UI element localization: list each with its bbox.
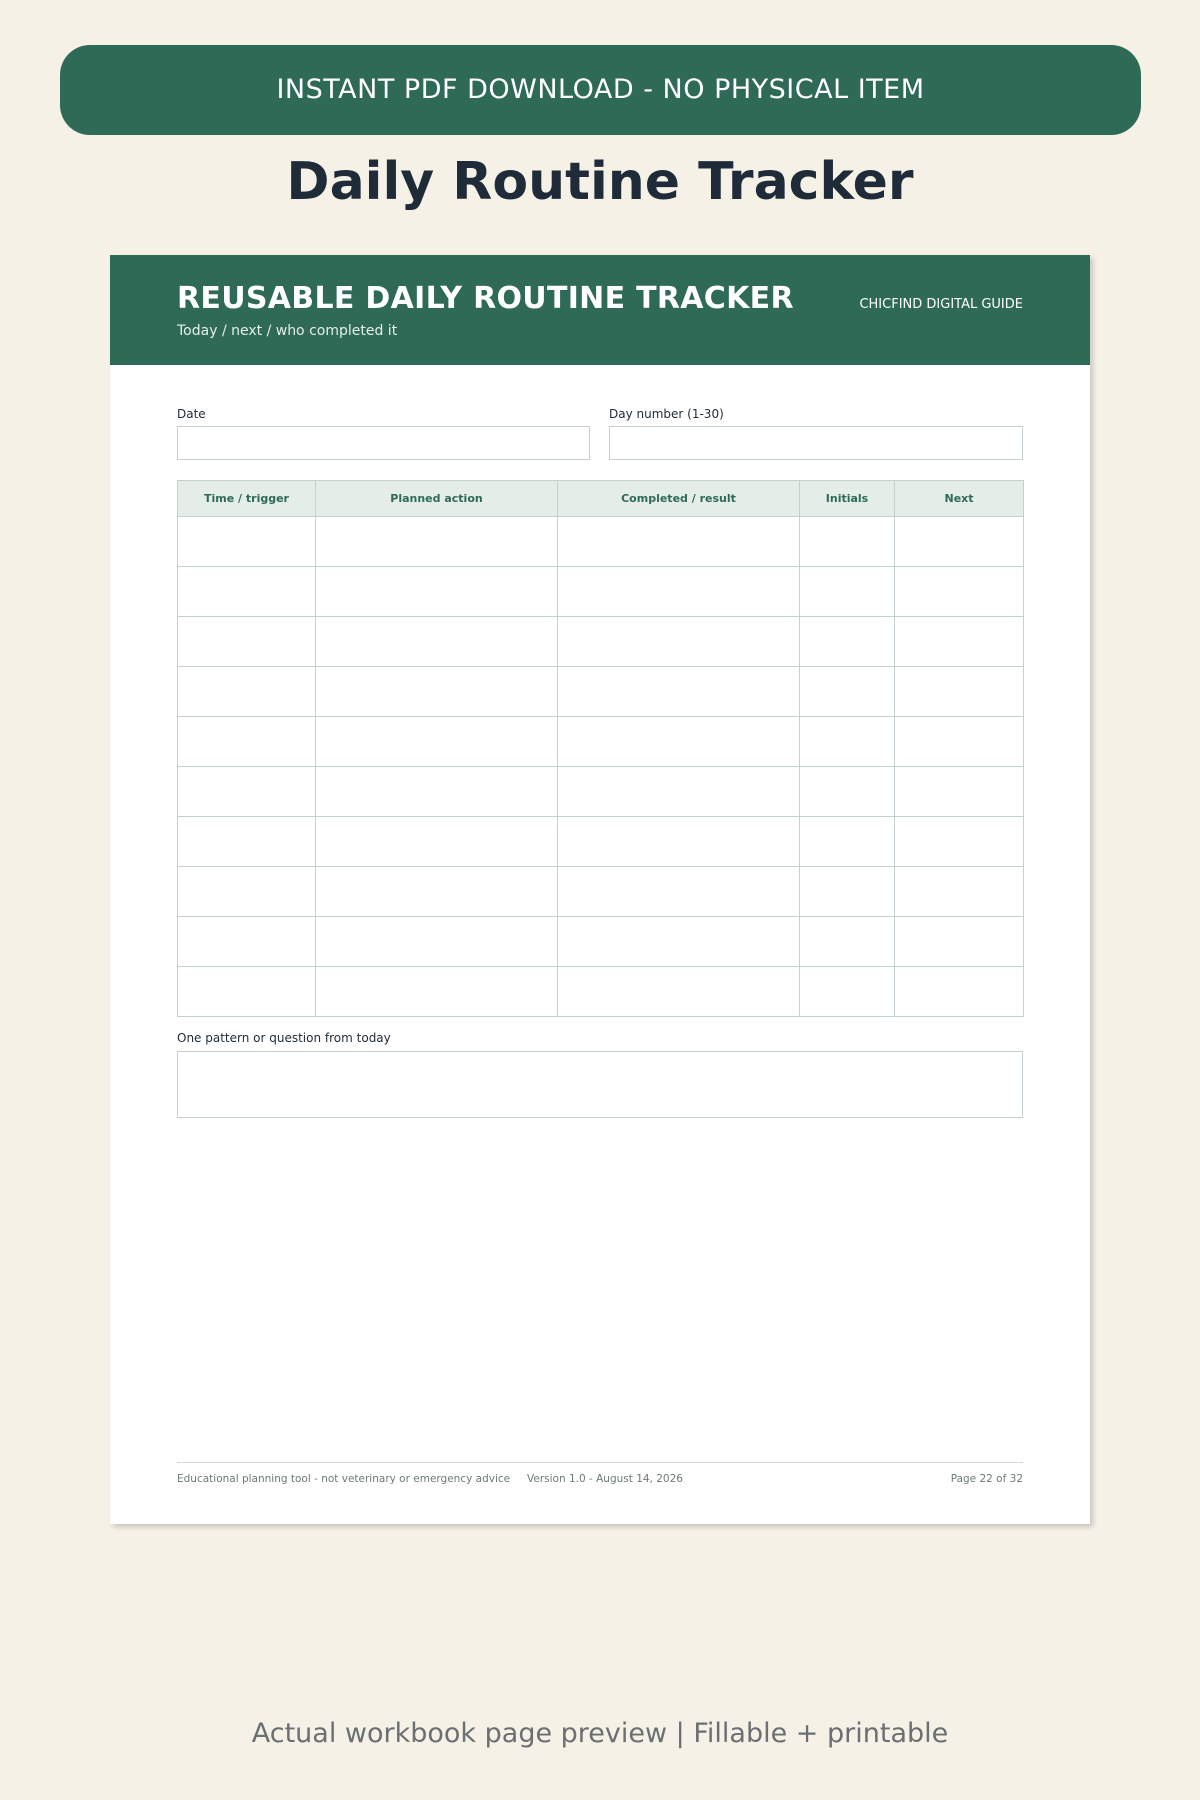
footer-page-number: Page 22 of 32 (950, 1473, 1023, 1485)
table-cell[interactable] (178, 717, 316, 767)
table-cell[interactable] (800, 767, 895, 817)
table-cell[interactable] (178, 617, 316, 667)
table-row (178, 517, 1024, 567)
table-row (178, 867, 1024, 917)
table-cell[interactable] (178, 917, 316, 967)
footer-version: Version 1.0 - August 14, 2026 (527, 1473, 683, 1485)
table-cell[interactable] (895, 617, 1024, 667)
table-cell[interactable] (316, 617, 558, 667)
date-field[interactable] (177, 426, 590, 460)
table-cell[interactable] (178, 567, 316, 617)
table-cell[interactable] (800, 667, 895, 717)
table-cell[interactable] (558, 867, 800, 917)
table-row (178, 817, 1024, 867)
table-cell[interactable] (558, 667, 800, 717)
table-header-row (178, 481, 1024, 517)
table-cell[interactable] (316, 917, 558, 967)
workbook-page-preview (110, 255, 1090, 1524)
table-cell[interactable] (558, 567, 800, 617)
notes-label: One pattern or question from today (177, 1031, 391, 1045)
table-cell[interactable] (800, 717, 895, 767)
table-cell[interactable] (800, 567, 895, 617)
table-cell[interactable] (178, 867, 316, 917)
page-title: Daily Routine Tracker (286, 152, 914, 212)
table-cell[interactable] (895, 517, 1024, 567)
column-header-next: Next (895, 481, 1024, 517)
preview-caption: Actual workbook page preview | Fillable + printable (251, 1718, 949, 1749)
table-cell[interactable] (895, 967, 1024, 1017)
notes-field[interactable] (177, 1051, 1023, 1118)
table-cell[interactable] (800, 917, 895, 967)
table-cell[interactable] (558, 617, 800, 667)
table-cell[interactable] (316, 817, 558, 867)
table-row (178, 717, 1024, 767)
brand-label: CHICFIND DIGITAL GUIDE (859, 297, 1023, 312)
column-header-planned-action: Planned action (316, 481, 558, 517)
table-row (178, 667, 1024, 717)
table-cell[interactable] (558, 517, 800, 567)
table-cell[interactable] (558, 717, 800, 767)
table-cell[interactable] (895, 817, 1024, 867)
table-cell[interactable] (895, 767, 1024, 817)
table-cell[interactable] (178, 967, 316, 1017)
column-header-completed-result: Completed / result (558, 481, 800, 517)
table-row (178, 767, 1024, 817)
table-cell[interactable] (316, 867, 558, 917)
footer-divider (177, 1462, 1023, 1463)
table-cell[interactable] (178, 667, 316, 717)
table-row (178, 917, 1024, 967)
table-cell[interactable] (800, 967, 895, 1017)
table-cell[interactable] (558, 917, 800, 967)
column-header-time-trigger: Time / trigger (178, 481, 316, 517)
day-number-label: Day number (1-30) (609, 407, 724, 421)
table-cell[interactable] (316, 717, 558, 767)
table-cell[interactable] (800, 517, 895, 567)
date-label: Date (177, 407, 206, 421)
table-row (178, 967, 1024, 1017)
column-header-initials: Initials (800, 481, 895, 517)
table-cell[interactable] (178, 517, 316, 567)
table-cell[interactable] (558, 967, 800, 1017)
footer-disclaimer: Educational planning tool - not veterinary or emergency advice (177, 1473, 511, 1485)
table-cell[interactable] (895, 567, 1024, 617)
table-cell[interactable] (316, 517, 558, 567)
table-cell[interactable] (316, 967, 558, 1017)
table-cell[interactable] (895, 667, 1024, 717)
table-row (178, 567, 1024, 617)
sheet-subtitle: Today / next / who completed it (177, 323, 398, 339)
table-cell[interactable] (316, 667, 558, 717)
table-cell[interactable] (316, 767, 558, 817)
table-cell[interactable] (316, 567, 558, 617)
table-cell[interactable] (178, 767, 316, 817)
day-number-field[interactable] (609, 426, 1023, 460)
table-row (178, 617, 1024, 667)
table-cell[interactable] (895, 917, 1024, 967)
table-cell[interactable] (178, 817, 316, 867)
download-banner: INSTANT PDF DOWNLOAD - NO PHYSICAL ITEM (60, 45, 1141, 135)
table-cell[interactable] (800, 817, 895, 867)
table-cell[interactable] (895, 867, 1024, 917)
table-cell[interactable] (800, 617, 895, 667)
sheet-title: REUSABLE DAILY ROUTINE TRACKER (177, 281, 794, 316)
sheet-header (110, 255, 1090, 365)
table-cell[interactable] (800, 867, 895, 917)
table-cell[interactable] (558, 817, 800, 867)
table-cell[interactable] (895, 717, 1024, 767)
table-cell[interactable] (558, 767, 800, 817)
routine-table (177, 480, 1024, 1017)
